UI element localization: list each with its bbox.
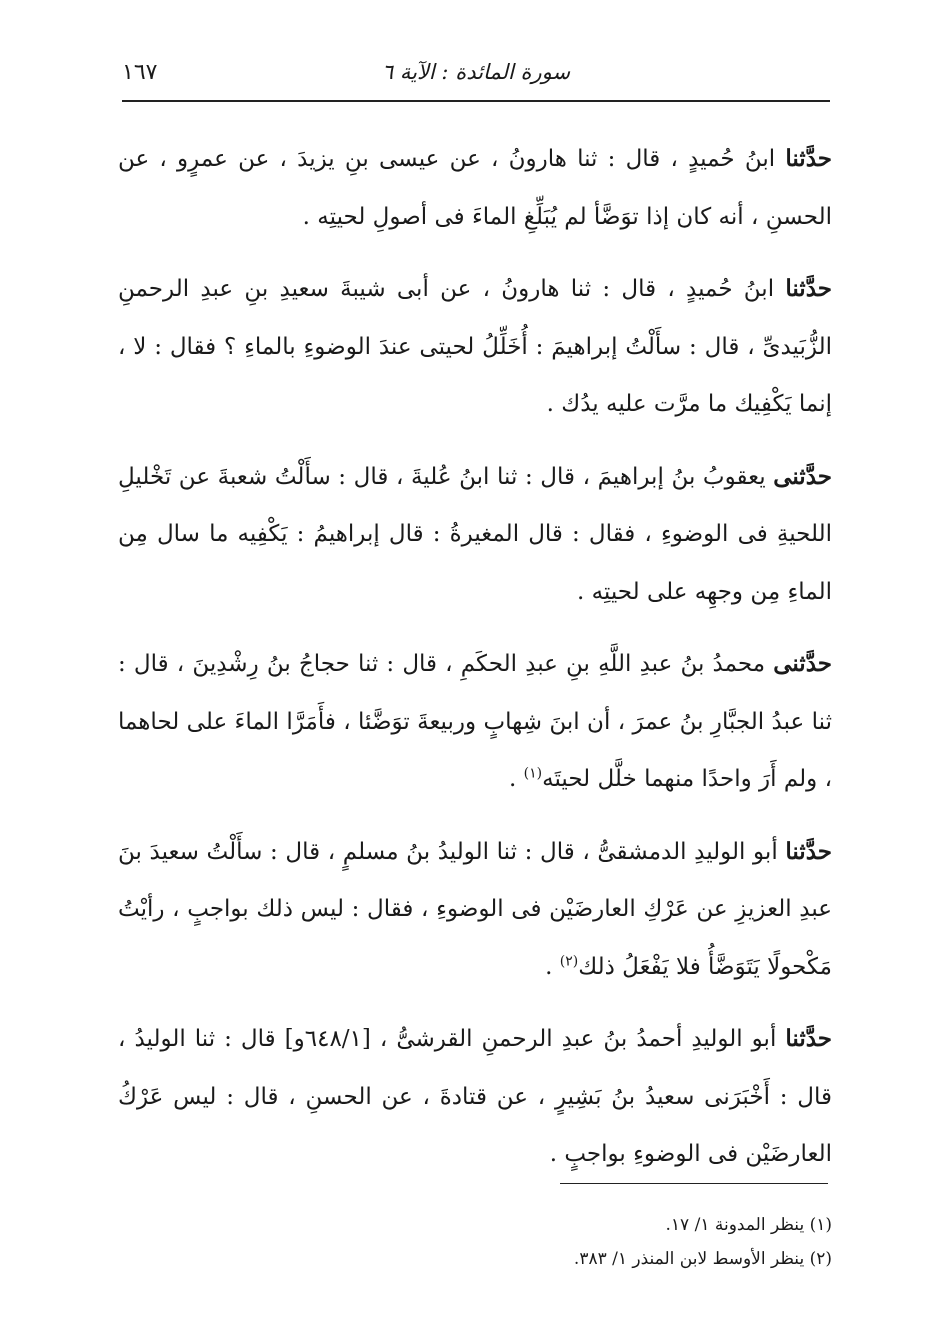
header-rule	[122, 100, 830, 102]
paragraph-text: أبو الوليدِ الدمشقىُّ ، قال : ثنا الوليدُ بنُ مسلمٍ ، قال : سأَلْتُ سعيدَ بنَ عبدِ العزيزِ عن عَرْكِ العارضَيْن فى الوضوءِ ، فقال : ليس ذلك بواجبٍ ، رأيْتُ مَكْحولًا يَتَوَضَّأُ فلا يَفْعَلُ ذلك	[118, 838, 832, 980]
paragraph-text: أبو الوليدِ أحمدُ بنُ عبدِ الرحمنِ القرشىُّ ، [٦٤٨/١و] قال : ثنا الوليدُ ، قال : أَخْبَرَنى سعيدُ بنُ بَشِيرٍ ، عن قتادةَ ، عن الحسنِ ، قال : ليس عَرْكُ العارضَيْن فى الوضوءِ بواجبٍ .	[118, 1026, 832, 1167]
paragraph-tail: .	[545, 953, 560, 980]
hadith-paragraph-3	[118, 448, 832, 622]
page-header	[122, 52, 830, 96]
narration-lead: حدَّثنا	[785, 837, 832, 865]
page-number: ١٦٧	[122, 60, 158, 85]
paragraph-text: ابنُ حُميدٍ ، قال : ثنا هارونُ ، عن عيسى بنِ يزيدَ ، عن عمرٍو ، عن الحسنِ ، أنه كان إذا توَضَّأ لم يُبَلِّغِ الماءَ فى أصولِ لحيتِه .	[118, 146, 832, 230]
hadith-paragraph-5	[118, 823, 832, 997]
narration-lead: حدَّثنا	[785, 275, 832, 302]
narration-lead: حدَّثنا	[785, 1025, 833, 1052]
narration-lead: حدَّثنى	[773, 462, 832, 490]
footnote-1: (١) ينظر المدونة ١/ ١٧.	[665, 1215, 832, 1235]
footnote-rule	[560, 1183, 828, 1184]
hadith-paragraph-2	[118, 260, 832, 434]
main-text	[118, 130, 832, 1198]
footnotes	[118, 1208, 832, 1276]
paragraph-text: ابنُ حُميدٍ ، قال : ثنا هارونُ ، عن أبى شيبةَ سعيدِ بنِ عبدِ الرحمنِ الزُّبَيدىِّ ، قال : سأَلْتُ إبراهيمَ : أُخَلِّلُ لحيتى عندَ الوضوءِ بالماءِ ؟ فقال : لا ، إنما يَكْفِيك ما مرَّت عليه يدُك .	[118, 276, 832, 417]
paragraph-tail: .	[509, 766, 524, 792]
running-title: سورة المائدة : الآية ٦	[381, 60, 571, 84]
narration-lead: حدَّثنى	[773, 650, 832, 677]
hadith-paragraph-4	[118, 635, 832, 809]
paragraph-text: يعقوبُ بنُ إبراهيمَ ، قال : ثنا ابنُ عُليةَ ، قال : سأَلْتُ شعبةَ عن تَخْليلِ اللحيةِ فى الوضوءِ ، فقال : قال المغيرةُ : قال إبراهيمُ : يَكْفِيه ما سال مِن الماءِ مِن وجهِه على لحيتِه .	[118, 463, 832, 605]
footnote-marker-1[interactable]: (١)	[523, 765, 543, 782]
hadith-paragraph-1	[118, 130, 832, 246]
footnote-2: (٢) ينظر الأوسط لابن المنذر ١/ ٣٨٣.	[573, 1249, 832, 1269]
footnote-marker-2[interactable]: (٢)	[559, 952, 579, 969]
hadith-paragraph-6	[118, 1010, 832, 1184]
paragraph-text: محمدُ بنُ عبدِ اللَّهِ بنِ عبدِ الحكَمِ ، قال : ثنا حجاجُ بنُ رِشْدِينَ ، قال : ثنا عبدُ الجبَّارِ بنُ عمرَ ، أن ابنَ شِهابٍ وربيعةَ توَضَّئا ، فأَمَرَّا الماءَ على لحاهما ، ولم أَرَ واحدًا منهما خلَّل لحيتَه	[118, 651, 832, 792]
narration-lead: حدَّثنا	[785, 145, 832, 172]
